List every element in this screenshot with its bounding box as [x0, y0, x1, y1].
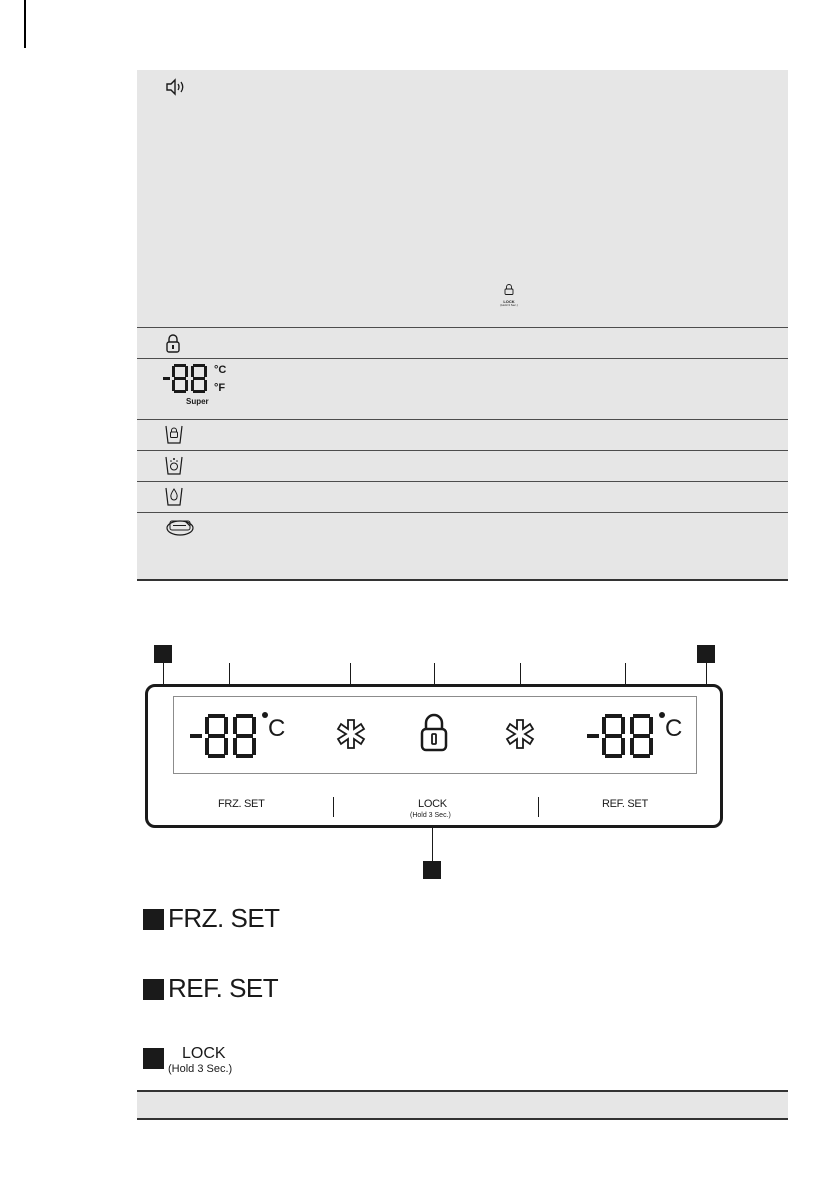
- lock-button-sub: (Hold 3 Sec.): [410, 812, 451, 819]
- lock-button[interactable]: LOCK: [418, 798, 447, 810]
- button-separator: [333, 797, 334, 817]
- super-label: Super: [186, 397, 209, 406]
- legend-marker-frz: [143, 909, 164, 930]
- symbol-table: [137, 70, 788, 581]
- lock-small-symbol: [499, 282, 519, 307]
- row-divider: [137, 481, 788, 482]
- unit-celsius: °C: [214, 364, 227, 376]
- legend-lock-sub: (Hold 3 Sec.): [168, 1063, 233, 1075]
- fridge-temp-digits: [587, 712, 657, 765]
- legend-ref-set: REF. SET: [168, 973, 279, 1003]
- padlock-icon: [165, 333, 181, 353]
- speaker-sound-icon: [165, 78, 187, 96]
- row-divider: [137, 419, 788, 420]
- lock-small-sub: (Hold 3 Sec.): [500, 303, 518, 307]
- lock-small-label: LOCK: [503, 299, 515, 304]
- temperature-display-icon: [162, 362, 227, 414]
- bottom-table-header: [137, 1090, 788, 1120]
- leader-lock: [432, 822, 433, 862]
- callout-lock: [423, 861, 441, 879]
- callout-frz-set: [154, 645, 172, 663]
- row-divider: [137, 512, 788, 513]
- callout-ref-set: [697, 645, 715, 663]
- ice-maker-lock-icon: [165, 424, 183, 444]
- button-separator: [538, 797, 539, 817]
- legend-frz-set: FRZ. SET: [168, 903, 280, 933]
- table-bottom-rule: [137, 579, 788, 581]
- lock-icon: [504, 284, 514, 295]
- freezer-unit: C: [268, 715, 286, 742]
- fridge-unit: C: [665, 715, 683, 742]
- water-drop-icon: [165, 486, 183, 506]
- legend-marker-lock: [143, 1048, 164, 1069]
- row-divider: [137, 450, 788, 451]
- frz-set-button[interactable]: FRZ. SET: [218, 798, 265, 810]
- legend-lock: LOCK: [182, 1045, 226, 1062]
- ice-cubes-icon: [165, 455, 183, 475]
- filter-icon: [165, 519, 195, 537]
- freezer-temp-digits: [190, 712, 260, 765]
- legend-marker-ref: [143, 979, 164, 1000]
- row-divider: [137, 327, 788, 328]
- fridge-snowflake-icon: [503, 717, 537, 756]
- unit-fahrenheit: °F: [214, 382, 226, 394]
- lock-icon: [419, 712, 449, 757]
- freezer-snowflake-icon: [334, 717, 368, 756]
- ref-set-button[interactable]: REF. SET: [602, 798, 648, 810]
- row-divider: [137, 358, 788, 359]
- page-edge-mark: [24, 0, 26, 48]
